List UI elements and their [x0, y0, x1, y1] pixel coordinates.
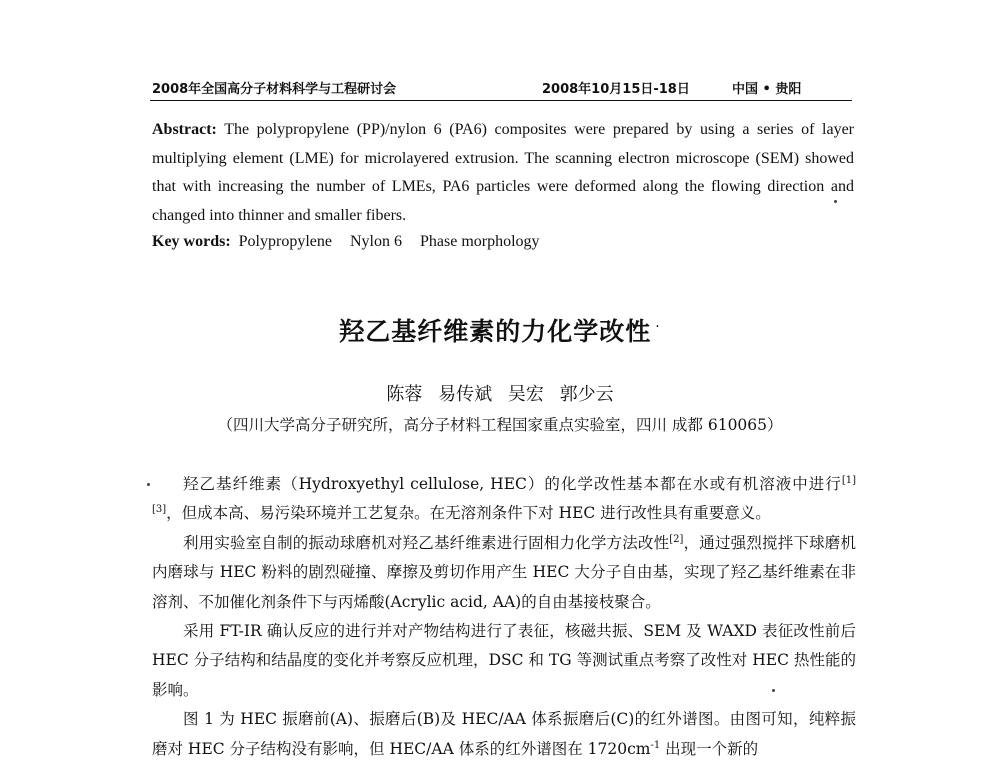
scan-speck: [772, 689, 775, 692]
paragraph: [152, 529, 856, 617]
paragraph-text: ，通过强烈搅拌下球磨机内磨球与 HEC 粉料的剧烈碰撞、摩擦及剪切作用产生 HEC 大分子自由基，实现了羟乙基纤维素在非溶剂、不加催化剂条件下与丙烯酸(Acrylic acid, AA)的自由基接枝聚合。: [152, 533, 856, 611]
conference-name: 2008年全国高分子材料科学与工程研讨会: [152, 82, 397, 97]
paragraph: [152, 617, 856, 705]
affiliation: （四川大学高分子研究所，高分子材料工程国家重点实验室，四川 成都 610065）: [217, 416, 783, 434]
title-footnote-mark: ·: [655, 318, 661, 335]
paragraph-text: 利用实验室自制的振动球磨机对羟乙基纤维素进行固相力化学方法改性: [183, 533, 670, 552]
keyword-item: Nylon 6: [349, 233, 402, 250]
body-text: [152, 470, 856, 764]
paragraph-text: ，但成本高、易污染环境并工艺复杂。在无溶剂条件下对 HEC 进行改性具有重要意义。: [166, 504, 771, 523]
running-header: [150, 76, 852, 101]
author-name: 郭少云: [559, 384, 614, 405]
abstract: [152, 116, 854, 230]
article-title: [0, 312, 1000, 348]
abstract-text: The polypropylene (PP)/nylon 6 (PA6) composites were prepared by using a series of layer multiplying element (LME) for microlayered extrusion. The scanning electron microscope (SEM) showed that with increasing the number of LMEs, PA6 particles were deformed along the flowing direction and changed into thinner and smaller fibers.: [152, 121, 854, 224]
citation-ref: [2]: [669, 533, 684, 545]
abstract-label: Abstract:: [152, 121, 217, 138]
citation-ref: [1][3]: [152, 474, 856, 516]
author-name: 吴宏: [507, 384, 544, 405]
paragraph: [152, 705, 856, 764]
paragraph-text: 图 1 为 HEC 振磨前(A)、振磨后(B)及 HEC/AA 体系振磨后(C)的红外谱图。由图可知，纯粹振磨对 HEC 分子结构没有影响，但 HEC/AA 体系的红外谱图在 1720cm: [152, 710, 856, 758]
author-name: 陈蓉: [386, 384, 423, 405]
conference-location: 中国 • 贵阳: [732, 82, 802, 97]
superscript-exponent: -1: [650, 739, 661, 751]
keywords: [152, 230, 854, 254]
paragraph-text: 羟乙基纤维素（Hydroxyethyl cellulose, HEC）的化学改性基本都在水或有机溶液中进行: [183, 475, 842, 493]
scan-speck: [147, 483, 150, 486]
paragraph: [152, 470, 856, 529]
paragraph-text: 采用 FT-IR 确认反应的进行并对产物结构进行了表征，核磁共振、SEM 及 WAXD 表征改性前后 HEC 分子结构和结晶度的变化并考察反应机理，DSC 和 TG 等测试重点考察了改性对 HEC 热性能的影响。: [152, 622, 856, 699]
keywords-label: Key words:: [152, 233, 231, 250]
conference-date: 2008年10月15日-18日: [542, 82, 690, 97]
article-title-text: 羟乙基纤维素的力化学改性: [339, 317, 652, 346]
keyword-item: Polypropylene: [238, 233, 332, 250]
paragraph-text: 出现一个新的: [660, 739, 759, 758]
keyword-item: Phase morphology: [419, 233, 540, 250]
author-name: 易传斌: [438, 384, 493, 405]
author-list: [0, 380, 1000, 406]
scan-speck: [834, 200, 837, 203]
